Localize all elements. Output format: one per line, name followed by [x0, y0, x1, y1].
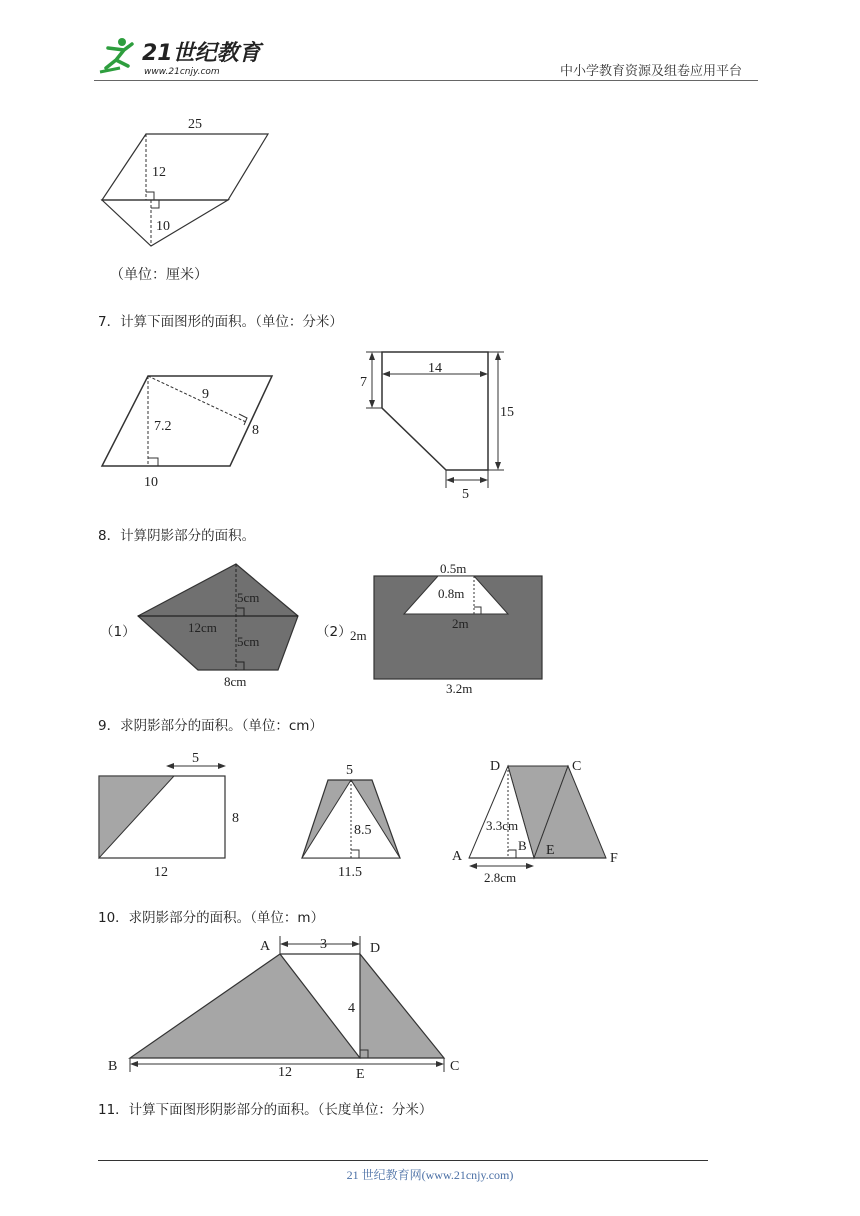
q8-p2-bottom: 2m — [452, 616, 469, 631]
q9-f3-label-e: E — [546, 843, 555, 858]
q11-title: 11．计算下面图形阴影部分的面积。（长度单位：分米） — [98, 1102, 433, 1118]
q9-f3-height: 3.3cm — [486, 818, 519, 833]
q8-p2-base: 3.2m — [446, 681, 473, 696]
q9-f1-base: 12 — [154, 865, 168, 880]
q10-title: 10．求阴影部分的面积。（单位：m） — [98, 910, 325, 926]
q9-f3-label-f: F — [610, 851, 618, 866]
footer-text: 21 世纪教育网(www.21cnjy.com) — [346, 1168, 514, 1182]
q7-right-length: 15 — [500, 405, 514, 420]
q6-figure — [96, 110, 286, 255]
q9-parallelogram-figure — [446, 754, 628, 886]
q10-label-c: C — [450, 1059, 460, 1074]
q7-title: 7．计算下面图形的面积。（单位：分米） — [98, 314, 343, 330]
logo-sub-text: www.21cnjy.com — [144, 67, 220, 77]
q9-f3-label-b: B — [518, 838, 527, 853]
q6-top-length: 25 — [188, 117, 202, 132]
q10-base-length: 12 — [278, 1065, 292, 1080]
q7-side-height: 9 — [202, 387, 209, 402]
q7-base-length: 10 — [144, 475, 158, 490]
q9-trapezoid-figure — [296, 756, 408, 880]
q8-p2-height: 0.8m — [438, 586, 465, 601]
q8-part1-label: （1） — [100, 624, 136, 640]
header-platform-text: 中小学教育资源及组卷应用平台 — [560, 64, 743, 79]
q9-f3-label-c: C — [572, 759, 582, 774]
q9-title: 9．求阴影部分的面积。（单位：cm） — [98, 718, 323, 734]
q10-height: 4 — [348, 1001, 355, 1016]
site-logo — [94, 34, 264, 80]
q6-unit-label: （单位：厘米） — [110, 267, 208, 283]
q10-label-d: D — [370, 941, 381, 956]
q7-pentagon-figure — [356, 346, 526, 511]
q9-f1-top: 5 — [192, 751, 199, 766]
q8-title: 8．计算阴影部分的面积。 — [98, 528, 256, 544]
q7-top-length: 14 — [428, 361, 442, 376]
q10-label-a: A — [260, 939, 271, 954]
q10-figure — [100, 934, 470, 1084]
footer-divider — [98, 1160, 708, 1161]
q8-p1-top-height: 5cm — [237, 590, 260, 605]
q10-label-b: B — [108, 1059, 118, 1074]
q9-f2-top: 5 — [346, 763, 353, 778]
q7-left-length: 7 — [360, 375, 367, 390]
q8-part1-figure — [130, 558, 310, 693]
q9-f3-base: 2.8cm — [484, 870, 517, 885]
q8-p1-base: 8cm — [224, 674, 247, 689]
q9-f2-height: 8.5 — [354, 823, 372, 838]
q9-f2-base: 11.5 — [338, 865, 362, 880]
header-divider — [94, 80, 758, 81]
q9-f3-label-d: D — [490, 759, 501, 774]
q7-parallelogram-figure — [96, 366, 286, 496]
q8-p1-bottom-height: 5cm — [237, 634, 260, 649]
q7-side-length: 8 — [252, 423, 259, 438]
q6-height-lower: 10 — [156, 219, 170, 234]
q9-f3-label-a: A — [452, 849, 463, 864]
q7-base-height: 7.2 — [154, 419, 172, 434]
q10-label-e: E — [356, 1067, 365, 1082]
q10-top-length: 3 — [320, 937, 327, 952]
q8-p2-top: 0.5m — [440, 561, 467, 576]
q7-bottom-length: 5 — [462, 487, 469, 502]
q8-part2-figure — [348, 560, 548, 698]
runner-icon — [100, 38, 132, 72]
q6-height-upper: 12 — [152, 165, 166, 180]
logo-main-text: 21世纪教育 — [142, 41, 261, 66]
q9-rectangle-figure — [96, 746, 256, 886]
q8-part2-label: （2） — [316, 624, 352, 640]
q8-p1-width: 12cm — [188, 620, 217, 635]
q8-p2-side: 2m — [350, 628, 367, 643]
q9-f1-side: 8 — [232, 811, 239, 826]
